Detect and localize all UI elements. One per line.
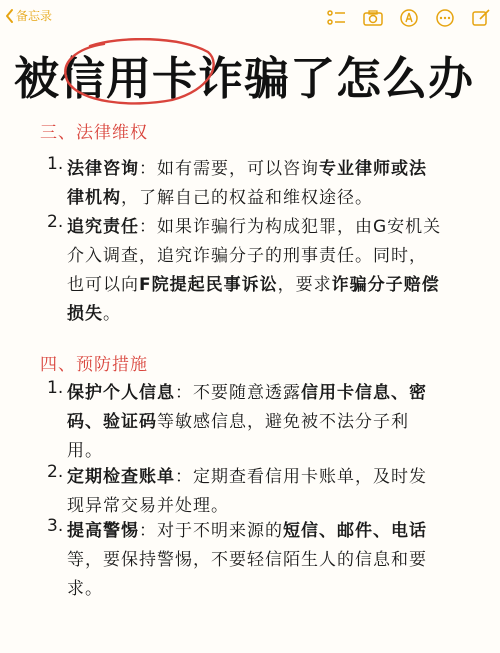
list-number: 1.	[47, 378, 64, 398]
page-title: 被信用卡诈骗了怎么办	[14, 52, 475, 105]
section-heading: 四、预防措施	[40, 355, 148, 375]
text: 等敏感信息，避免被不法分子利	[157, 412, 409, 432]
bold-text: 码、验证码	[67, 412, 157, 432]
list-item-line	[67, 378, 427, 403]
text: ：定期查看信用卡账单，及时发	[175, 467, 427, 487]
list-item-line	[67, 407, 409, 432]
text: ：如有需要，可以咨询	[139, 159, 319, 179]
bold-text: 损失	[67, 304, 103, 324]
section-heading: 三、法律维权	[40, 123, 148, 143]
list-item-line	[67, 299, 121, 324]
text: ：如果诈骗行为构成犯罪，由G安机关	[139, 217, 442, 237]
list-item-line	[67, 491, 229, 516]
list-number: 1.	[47, 154, 64, 174]
note-title-area	[0, 36, 500, 106]
top-nav-bar	[0, 0, 500, 36]
list-number: 2.	[47, 462, 64, 482]
text: 介入调查，追究诈骗分子的刑事责任。同时，	[67, 246, 427, 266]
markup-pen-icon[interactable]	[398, 8, 420, 28]
text: ：不要随意透露	[175, 383, 301, 403]
back-button[interactable]	[4, 7, 52, 24]
compose-icon[interactable]	[470, 8, 492, 28]
bold-text: 诈骗分子赔偿	[331, 275, 440, 295]
list-item-line	[67, 436, 103, 461]
list-number: 3.	[47, 516, 64, 536]
bold-text: 专业律师或法	[319, 159, 427, 179]
more-icon[interactable]	[434, 8, 456, 28]
list-item-line	[67, 516, 427, 541]
bold-text: 短信、邮件、电话	[283, 521, 427, 541]
text: ，了解自己的权益和维权途径。	[121, 188, 373, 208]
list-item-line	[67, 212, 441, 237]
text: 等，要保持警惕，不要轻信陌生人的信息和要	[67, 550, 427, 570]
list-item-line	[67, 462, 427, 487]
bold-text: F院提起民事诉讼	[139, 275, 278, 295]
list-item-line	[67, 545, 427, 570]
bold-text: 定期检查账单	[67, 467, 175, 487]
list-item-line	[67, 574, 103, 599]
list-item-line	[67, 154, 427, 179]
text: 。	[103, 304, 121, 324]
list-item-line	[67, 270, 440, 295]
bold-text: 信用卡信息、密	[301, 383, 427, 403]
text: 现异常交易并处理。	[67, 496, 229, 516]
checklist-icon[interactable]	[326, 8, 348, 28]
bold-text: 保护个人信息	[67, 383, 175, 403]
list-item-line	[67, 241, 427, 266]
bold-text: 律机构	[67, 188, 121, 208]
bold-text: 提高警惕	[67, 521, 139, 541]
text: 用。	[67, 441, 103, 461]
back-label: 备忘录	[16, 9, 53, 23]
list-number: 2.	[47, 212, 64, 232]
text: ：对于不明来源的	[139, 521, 283, 541]
bold-text: 法律咨询	[67, 159, 139, 179]
text: ，要求	[277, 275, 332, 295]
list-item-line	[67, 183, 373, 208]
text: 求。	[67, 579, 103, 599]
chevron-left-icon	[4, 8, 15, 24]
camera-icon[interactable]	[362, 8, 384, 28]
text: 也可以向	[67, 275, 139, 295]
bold-text: 追究责任	[67, 217, 139, 237]
